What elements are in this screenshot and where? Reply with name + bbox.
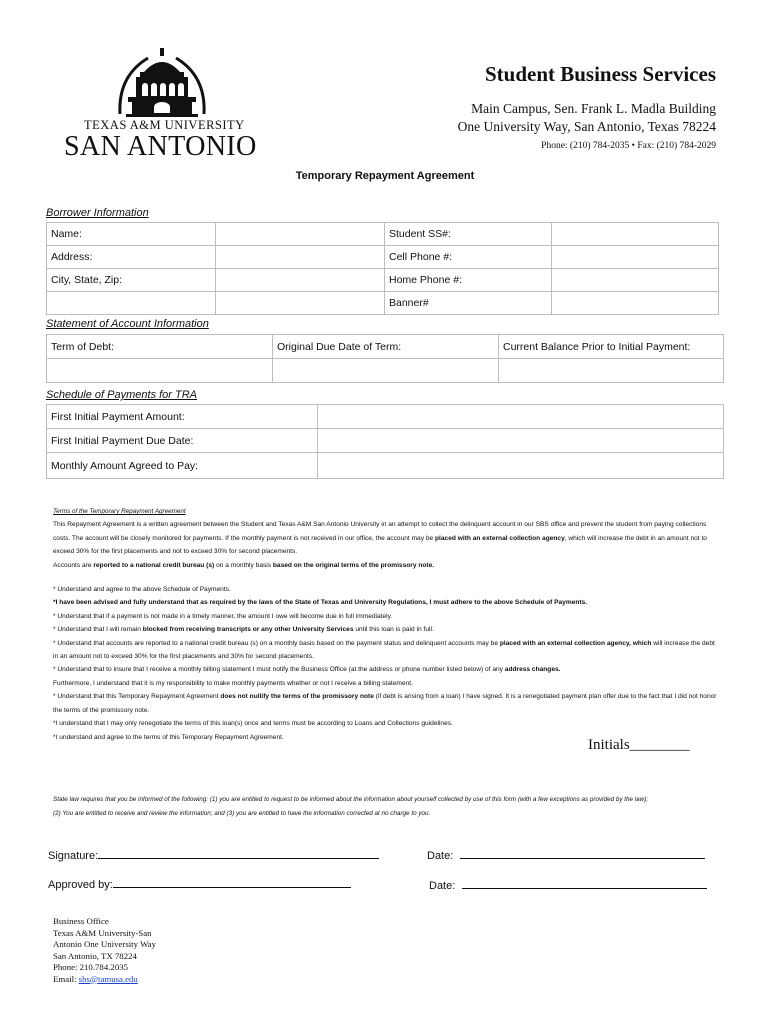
name-label: Name: bbox=[47, 223, 216, 246]
term-item-6: * Understand that to insure that I receive a monthly billing statement I must notify the Business Office (at the address or phone number listed below) of any address changes. Furthermore, I understand that it is my responsibility to make monthly payments whether or not I receive a billing statement. bbox=[53, 666, 561, 687]
borrower-table bbox=[46, 222, 719, 315]
footer-line-4: San Antonio, TX 78224 bbox=[53, 950, 137, 961]
footer-line-3: Antonio One University Way bbox=[53, 939, 156, 949]
footer-contact bbox=[53, 916, 156, 985]
home-field[interactable] bbox=[552, 269, 719, 292]
terms-heading: Terms of the Temporary Repayment Agreement bbox=[53, 508, 186, 515]
term-item-4: * Understand that I will remain blocked from receiving transcripts or any other University Services until this loan is paid in full. bbox=[53, 626, 434, 634]
phone-fax-line: Phone: (210) 784-2035 • Fax: (210) 784-2029 bbox=[541, 141, 716, 151]
term-item-7: * Understand that this Temporary Repayment Agreement does not nullify the terms of the promissory note (if debt is arising from a loan) I have signed. It is a renegotiated payment plan offer due to the fact that I did not honor the terms of the promissory note. bbox=[53, 693, 717, 714]
city-label: City, State, Zip: bbox=[47, 269, 216, 292]
term-item-3: * Understand that if a payment is not made in a timely manner, the amount I owe will become due in full immediately. bbox=[53, 612, 393, 620]
schedule-heading: Schedule of Payments for TRA bbox=[46, 389, 198, 401]
balance-field[interactable] bbox=[499, 359, 724, 383]
term-label: Term of Debt: bbox=[47, 335, 273, 359]
signature-date-row bbox=[427, 848, 705, 862]
privacy-line-2: (2) You are entitled to receive and review the information; and (3) you are entitled to have the information corrected at no charge to you. bbox=[53, 810, 431, 817]
document-title: Temporary Repayment Agreement bbox=[295, 170, 475, 182]
footer-line-5: Phone: 210.784.2035 bbox=[53, 962, 129, 972]
blank-field[interactable] bbox=[216, 292, 385, 315]
approved-line[interactable] bbox=[113, 877, 351, 888]
term-item-1: * Understand and agree to the above Schedule of Payments. bbox=[53, 586, 231, 594]
term-item-5: * Understand that accounts are reported to a national credit bureau (s) on a monthly basis based on the payment status and delinquent accounts may be placed with an external collection agency, which will increase the debt in an amount not to exceed 30% for the first placements and 30% for second placements. bbox=[53, 639, 715, 661]
schedule-table bbox=[46, 404, 724, 479]
signature-date-line[interactable] bbox=[460, 848, 705, 859]
approved-date-label: Date: bbox=[429, 880, 456, 892]
terms-paragraph-1: This Repayment Agreement is a written agreement between the Student and Texas A&M San Antonio University in an attempt to collect the delinquent account in our SBS office and prevent the student from paying collections costs. The account will be closely monitored for payments. If the monthly payment is not received in our office, the account may be placed with an external collection agency, which will increase the debt in an amount not to exceed 30% for the first placements and not to exceed 30% for second placements. bbox=[53, 521, 707, 556]
ss-field[interactable] bbox=[552, 223, 719, 246]
statement-table bbox=[46, 334, 724, 383]
balance-label: Current Balance Prior to Initial Payment: bbox=[499, 335, 724, 359]
university-name-line1: TEXAS A&M UNIVERSITY bbox=[84, 118, 245, 132]
approved-date-row bbox=[429, 878, 707, 892]
borrower-heading: Borrower Information bbox=[46, 207, 149, 219]
campus-line: Main Campus, Sen. Frank L. Madla Building bbox=[471, 101, 716, 116]
signature-line[interactable] bbox=[98, 848, 379, 859]
statement-heading: Statement of Account Information bbox=[46, 318, 209, 330]
cell-label: Cell Phone #: bbox=[385, 246, 552, 269]
home-label: Home Phone #: bbox=[385, 269, 552, 292]
signature-row bbox=[48, 848, 379, 862]
cell-field[interactable] bbox=[552, 246, 719, 269]
payment-amount-label: First Initial Payment Amount: bbox=[47, 405, 318, 429]
payment-date-field[interactable] bbox=[318, 429, 724, 453]
footer-line-1: Business Office bbox=[53, 916, 109, 926]
payment-date-label: First Initial Payment Due Date: bbox=[47, 429, 318, 453]
term-item-2: *I have been advised and fully understand that as required by the laws of the State of Texas and University Regulations, I must adhere to the above Schedule of Payments. bbox=[53, 599, 588, 607]
city-field[interactable] bbox=[216, 269, 385, 292]
university-name-line2: SAN ANTONIO bbox=[64, 130, 257, 162]
payment-amount-field[interactable] bbox=[318, 405, 724, 429]
banner-label: Banner# bbox=[385, 292, 552, 315]
terms-paragraph-2: Accounts are reported to a national credit bureau (s) on a monthly basis based on the original terms of the promissory note. bbox=[53, 561, 435, 569]
terms-section bbox=[53, 505, 721, 744]
signature-label: Signature: bbox=[48, 850, 99, 862]
privacy-line-1: State law requires that you be informed of the following: (1) you are entitled to request to be informed about the information about yourself collected by use of this form (with a few exceptions as provided by the law); bbox=[53, 796, 649, 803]
due-field[interactable] bbox=[273, 359, 499, 383]
address-field[interactable] bbox=[216, 246, 385, 269]
ss-label: Student SS#: bbox=[385, 223, 552, 246]
term-item-8: *I understand that I may only renegotiate the terms of this loan(s) once and terms must be according to Loans and Collections guidelines. bbox=[53, 720, 453, 728]
footer-line-2: Texas A&M University-San bbox=[53, 927, 152, 938]
address-line: One University Way, San Antonio, Texas 78224 bbox=[457, 119, 716, 134]
address-label: Address: bbox=[47, 246, 216, 269]
approved-label: Approved by: bbox=[48, 879, 113, 891]
monthly-label: Monthly Amount Agreed to Pay: bbox=[47, 453, 318, 479]
term-item-9: *I understand and agree to the terms of this Temporary Repayment Agreement. bbox=[53, 733, 284, 741]
approved-date-line[interactable] bbox=[462, 878, 707, 889]
term-field[interactable] bbox=[47, 359, 273, 383]
email-link[interactable]: sbs@tamusa.edu bbox=[78, 973, 138, 984]
due-label: Original Due Date of Term: bbox=[273, 335, 499, 359]
city-field-2[interactable] bbox=[47, 292, 216, 315]
footer-email-row: Email: sbs@tamusa.edu bbox=[53, 973, 138, 984]
initials-field[interactable]: Initials________ bbox=[588, 737, 690, 753]
department-title: Student Business Services bbox=[484, 62, 716, 86]
name-field[interactable] bbox=[216, 223, 385, 246]
banner-field[interactable] bbox=[552, 292, 719, 315]
signature-date-label: Date: bbox=[427, 850, 454, 862]
approved-row bbox=[48, 877, 351, 891]
monthly-field[interactable] bbox=[318, 453, 724, 479]
